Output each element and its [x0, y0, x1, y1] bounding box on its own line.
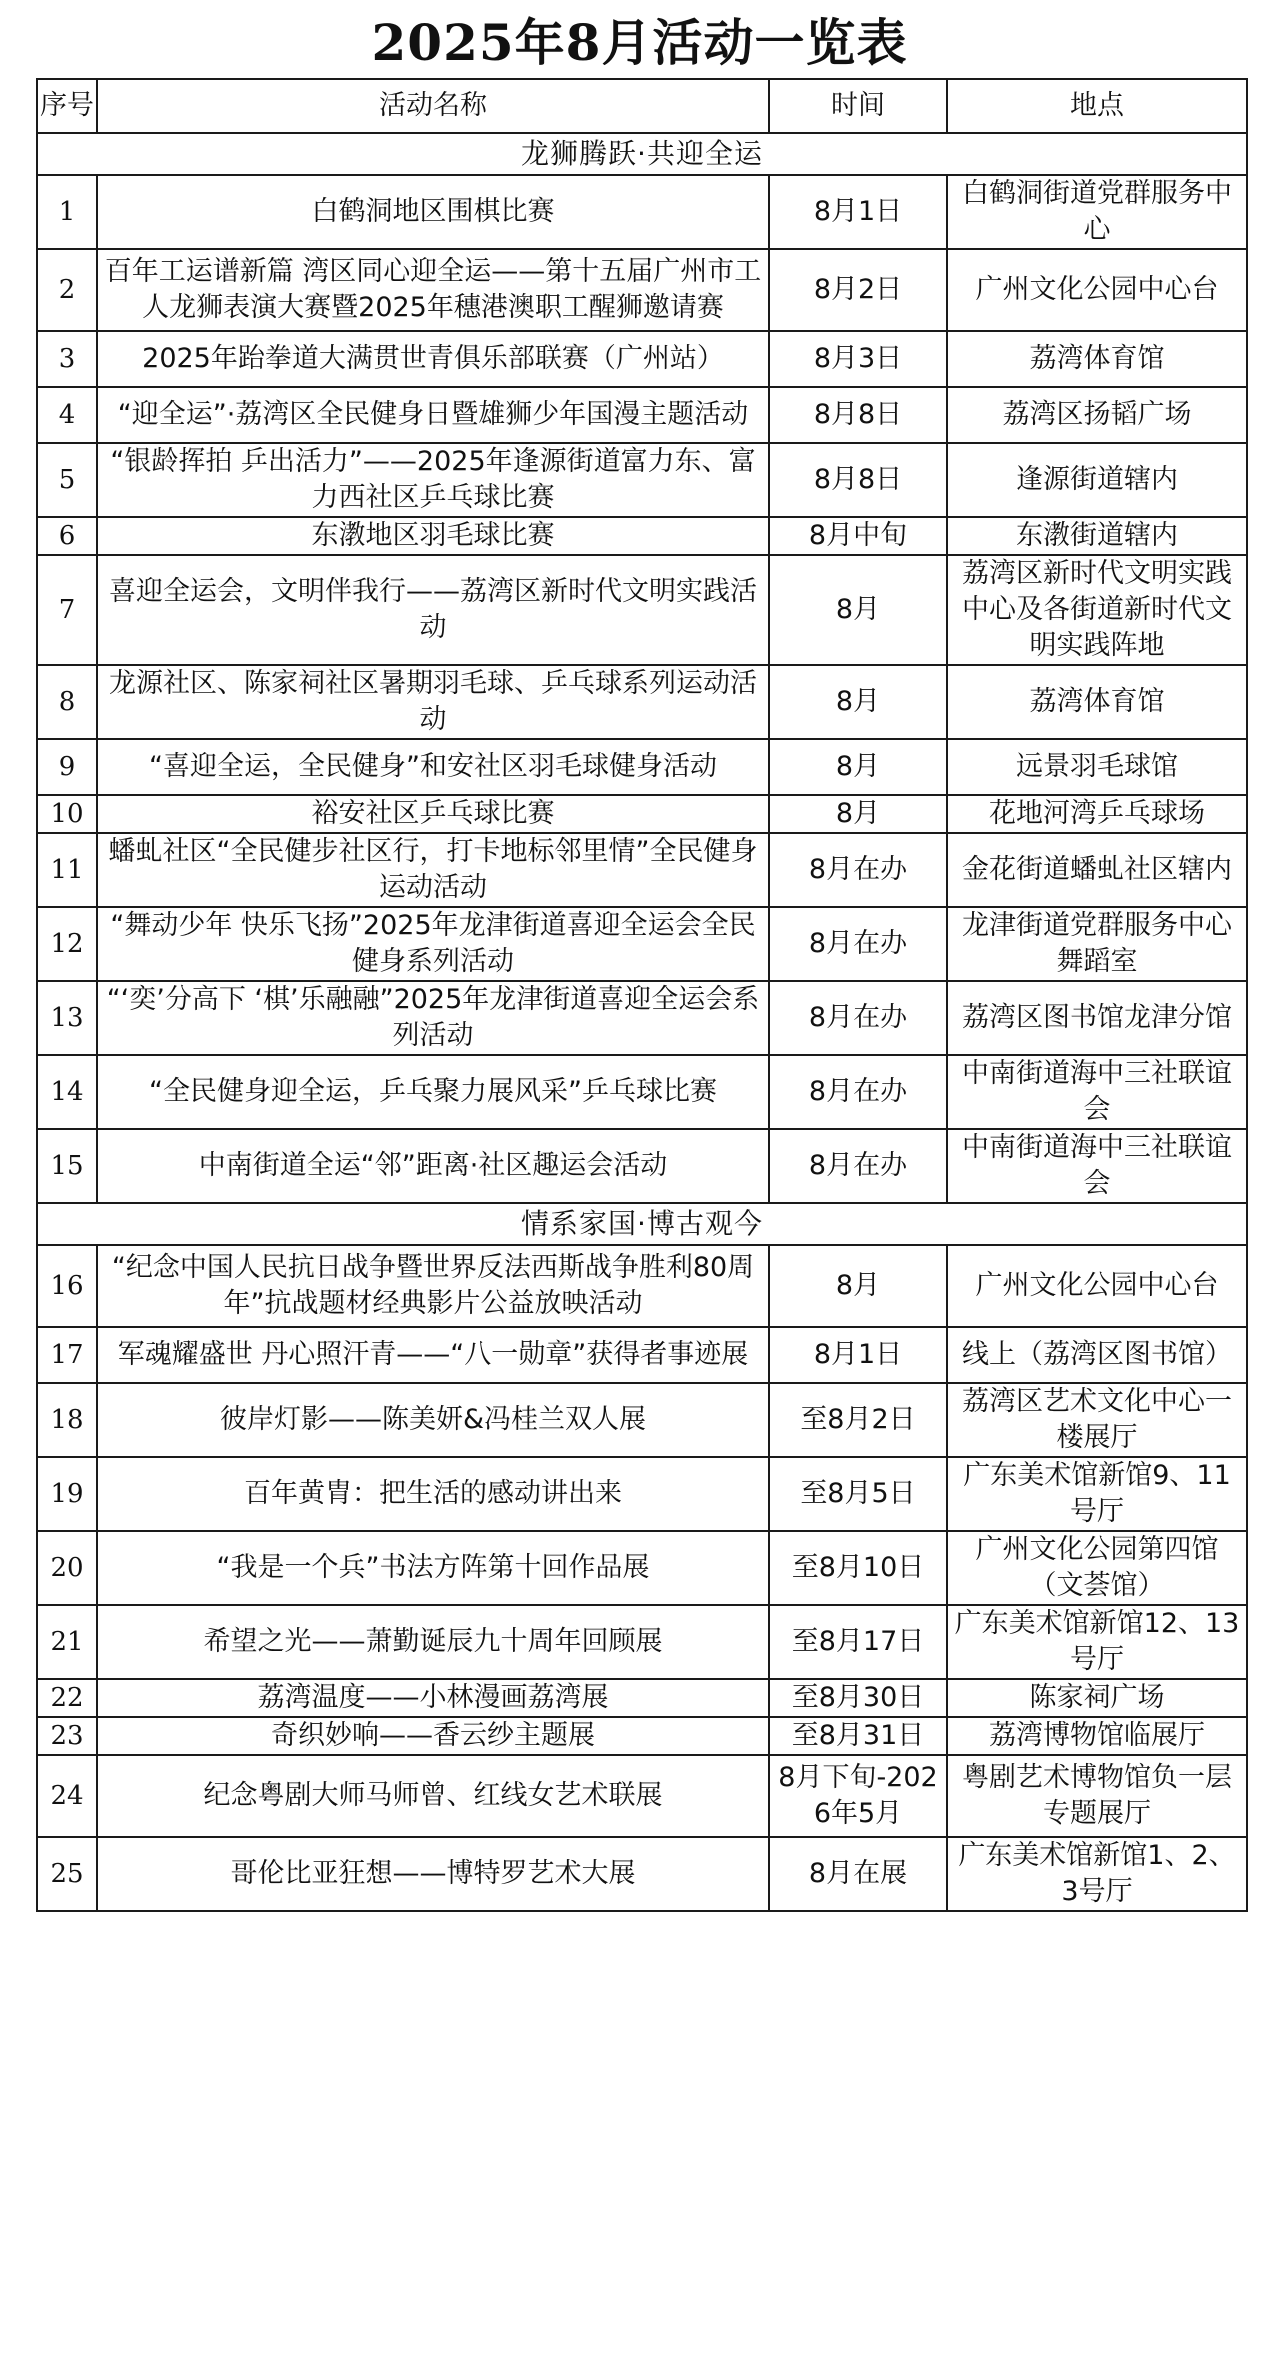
activity-place: 粤剧艺术博物馆负一层专题展厅 — [947, 1755, 1247, 1837]
activity-time: 8月 — [769, 665, 947, 739]
activity-place: 广东美术馆新馆12、13号厅 — [947, 1605, 1247, 1679]
table-row — [37, 1129, 1247, 1203]
table-row — [37, 1327, 1247, 1383]
activity-name: 白鹤洞地区围棋比赛 — [97, 175, 769, 249]
table-row — [37, 1531, 1247, 1605]
row-number: 25 — [37, 1837, 97, 1911]
activity-table — [36, 78, 1248, 1912]
row-number: 5 — [37, 443, 97, 517]
row-number: 24 — [37, 1755, 97, 1837]
activity-name: 荔湾温度——小林漫画荔湾展 — [97, 1679, 769, 1717]
activity-time: 8月 — [769, 795, 947, 833]
header-no: 序号 — [37, 79, 97, 133]
header-name: 活动名称 — [97, 79, 769, 133]
table-row — [37, 249, 1247, 331]
activity-name: 彼岸灯影——陈美妍&冯桂兰双人展 — [97, 1383, 769, 1457]
table-row — [37, 1457, 1247, 1531]
table-row — [37, 1679, 1247, 1717]
activity-time: 8月在办 — [769, 981, 947, 1055]
activity-time: 8月在办 — [769, 1055, 947, 1129]
table-row — [37, 517, 1247, 555]
activity-place: 荔湾区新时代文明实践中心及各街道新时代文明实践阵地 — [947, 555, 1247, 665]
activity-place: 龙津街道党群服务中心舞蹈室 — [947, 907, 1247, 981]
table-row — [37, 795, 1247, 833]
table-row — [37, 1383, 1247, 1457]
activity-place: 中南街道海中三社联谊会 — [947, 1055, 1247, 1129]
activity-place: 远景羽毛球馆 — [947, 739, 1247, 795]
row-number: 12 — [37, 907, 97, 981]
header-place: 地点 — [947, 79, 1247, 133]
activity-name: 百年黄胄：把生活的感动讲出来 — [97, 1457, 769, 1531]
activity-time: 8月 — [769, 1245, 947, 1327]
activity-place: 陈家祠广场 — [947, 1679, 1247, 1717]
activity-time: 8月在办 — [769, 1129, 947, 1203]
table-row — [37, 1717, 1247, 1755]
section-title: 情系家国·博古观今 — [37, 1203, 1247, 1245]
row-number: 10 — [37, 795, 97, 833]
activity-place: 荔湾体育馆 — [947, 665, 1247, 739]
activity-place: 逢源街道辖内 — [947, 443, 1247, 517]
activity-name: 东漖地区羽毛球比赛 — [97, 517, 769, 555]
row-number: 13 — [37, 981, 97, 1055]
row-number: 20 — [37, 1531, 97, 1605]
row-number: 15 — [37, 1129, 97, 1203]
activity-place: 中南街道海中三社联谊会 — [947, 1129, 1247, 1203]
row-number: 19 — [37, 1457, 97, 1531]
section-row — [37, 1203, 1247, 1245]
header-row — [37, 79, 1247, 133]
activity-time: 8月8日 — [769, 443, 947, 517]
activity-name: 裕安社区乒乓球比赛 — [97, 795, 769, 833]
activity-place: 白鹤洞街道党群服务中心 — [947, 175, 1247, 249]
table-row — [37, 443, 1247, 517]
header-time: 时间 — [769, 79, 947, 133]
activity-time: 8月在展 — [769, 1837, 947, 1911]
activity-name: 中南街道全运“邻”距离·社区趣运会活动 — [97, 1129, 769, 1203]
activity-time: 8月3日 — [769, 331, 947, 387]
activity-name: 奇织妙响——香云纱主题展 — [97, 1717, 769, 1755]
activity-time: 8月在办 — [769, 833, 947, 907]
section-row — [37, 133, 1247, 175]
table-row — [37, 665, 1247, 739]
row-number: 21 — [37, 1605, 97, 1679]
activity-place: 广州文化公园中心台 — [947, 249, 1247, 331]
section-title: 龙狮腾跃·共迎全运 — [37, 133, 1247, 175]
activity-name: “‘奕’分高下 ‘棋’乐融融”2025年龙津街道喜迎全运会系列活动 — [97, 981, 769, 1055]
table-row — [37, 907, 1247, 981]
table-row — [37, 1605, 1247, 1679]
activity-name: “我是一个兵”书法方阵第十回作品展 — [97, 1531, 769, 1605]
activity-name: 希望之光——萧勤诞辰九十周年回顾展 — [97, 1605, 769, 1679]
activity-name: “纪念中国人民抗日战争暨世界反法西斯战争胜利80周年”抗战题材经典影片公益放映活动 — [97, 1245, 769, 1327]
table-row — [37, 175, 1247, 249]
row-number: 11 — [37, 833, 97, 907]
table-row — [37, 833, 1247, 907]
table-row — [37, 1755, 1247, 1837]
activity-time: 至8月30日 — [769, 1679, 947, 1717]
row-number: 6 — [37, 517, 97, 555]
activity-time: 至8月31日 — [769, 1717, 947, 1755]
activity-time: 8月 — [769, 555, 947, 665]
activity-time: 至8月10日 — [769, 1531, 947, 1605]
activity-name: 纪念粤剧大师马师曾、红线女艺术联展 — [97, 1755, 769, 1837]
row-number: 4 — [37, 387, 97, 443]
activity-table-body — [37, 79, 1247, 1911]
activity-name: “舞动少年 快乐飞扬”2025年龙津街道喜迎全运会全民健身系列活动 — [97, 907, 769, 981]
table-row — [37, 1055, 1247, 1129]
page-title: 2025年8月活动一览表 — [371, 13, 908, 72]
activity-place: 荔湾区扬韬广场 — [947, 387, 1247, 443]
activity-time: 至8月5日 — [769, 1457, 947, 1531]
activity-name: 2025年跆拳道大满贯世青俱乐部联赛（广州站） — [97, 331, 769, 387]
row-number: 22 — [37, 1679, 97, 1717]
row-number: 3 — [37, 331, 97, 387]
activity-place: 金花街道蟠虬社区辖内 — [947, 833, 1247, 907]
activity-name: “银龄挥拍 乒出活力”——2025年逢源街道富力东、富力西社区乒乓球比赛 — [97, 443, 769, 517]
table-row — [37, 387, 1247, 443]
activity-place: 东漖街道辖内 — [947, 517, 1247, 555]
row-number: 17 — [37, 1327, 97, 1383]
activity-name: 喜迎全运会，文明伴我行——荔湾区新时代文明实践活动 — [97, 555, 769, 665]
activity-time: 至8月17日 — [769, 1605, 947, 1679]
table-row — [37, 981, 1247, 1055]
row-number: 23 — [37, 1717, 97, 1755]
activity-name: 蟠虬社区“全民健步社区行，打卡地标邻里情”全民健身运动活动 — [97, 833, 769, 907]
activity-time: 8月在办 — [769, 907, 947, 981]
activity-place: 广东美术馆新馆1、2、3号厅 — [947, 1837, 1247, 1911]
activity-time: 8月1日 — [769, 1327, 947, 1383]
activity-place: 广州文化公园中心台 — [947, 1245, 1247, 1327]
row-number: 14 — [37, 1055, 97, 1129]
activity-place: 荔湾区艺术文化中心一楼展厅 — [947, 1383, 1247, 1457]
activity-name: 百年工运谱新篇 湾区同心迎全运——第十五届广州市工人龙狮表演大赛暨2025年穗港澳职工醒狮邀请赛 — [97, 249, 769, 331]
activity-place: 花地河湾乒乓球场 — [947, 795, 1247, 833]
activity-time: 8月下旬-2026年5月 — [769, 1755, 947, 1837]
activity-place: 荔湾体育馆 — [947, 331, 1247, 387]
row-number: 9 — [37, 739, 97, 795]
activity-place: 线上（荔湾区图书馆） — [947, 1327, 1247, 1383]
activity-name: 军魂耀盛世 丹心照汗青——“八一勋章”获得者事迹展 — [97, 1327, 769, 1383]
activity-time: 8月2日 — [769, 249, 947, 331]
activity-name: “喜迎全运，全民健身”和安社区羽毛球健身活动 — [97, 739, 769, 795]
activity-time: 8月 — [769, 739, 947, 795]
activity-name: “迎全运”·荔湾区全民健身日暨雄狮少年国漫主题活动 — [97, 387, 769, 443]
activity-place: 荔湾区图书馆龙津分馆 — [947, 981, 1247, 1055]
row-number: 1 — [37, 175, 97, 249]
table-row — [37, 739, 1247, 795]
row-number: 16 — [37, 1245, 97, 1327]
activity-place: 广州文化公园第四馆（文荟馆） — [947, 1531, 1247, 1605]
activity-place: 荔湾博物馆临展厅 — [947, 1717, 1247, 1755]
activity-name: 龙源社区、陈家祠社区暑期羽毛球、乒乓球系列运动活动 — [97, 665, 769, 739]
activity-name: “全民健身迎全运，乒乓聚力展风采”乒乓球比赛 — [97, 1055, 769, 1129]
activity-place: 广东美术馆新馆9、11号厅 — [947, 1457, 1247, 1531]
activity-time: 至8月2日 — [769, 1383, 947, 1457]
activity-time: 8月中旬 — [769, 517, 947, 555]
row-number: 7 — [37, 555, 97, 665]
row-number: 2 — [37, 249, 97, 331]
activity-name: 哥伦比亚狂想——博特罗艺术大展 — [97, 1837, 769, 1911]
activity-time: 8月8日 — [769, 387, 947, 443]
activity-time: 8月1日 — [769, 175, 947, 249]
table-row — [37, 331, 1247, 387]
row-number: 8 — [37, 665, 97, 739]
table-row — [37, 555, 1247, 665]
row-number: 18 — [37, 1383, 97, 1457]
table-row — [37, 1245, 1247, 1327]
table-row — [37, 1837, 1247, 1911]
